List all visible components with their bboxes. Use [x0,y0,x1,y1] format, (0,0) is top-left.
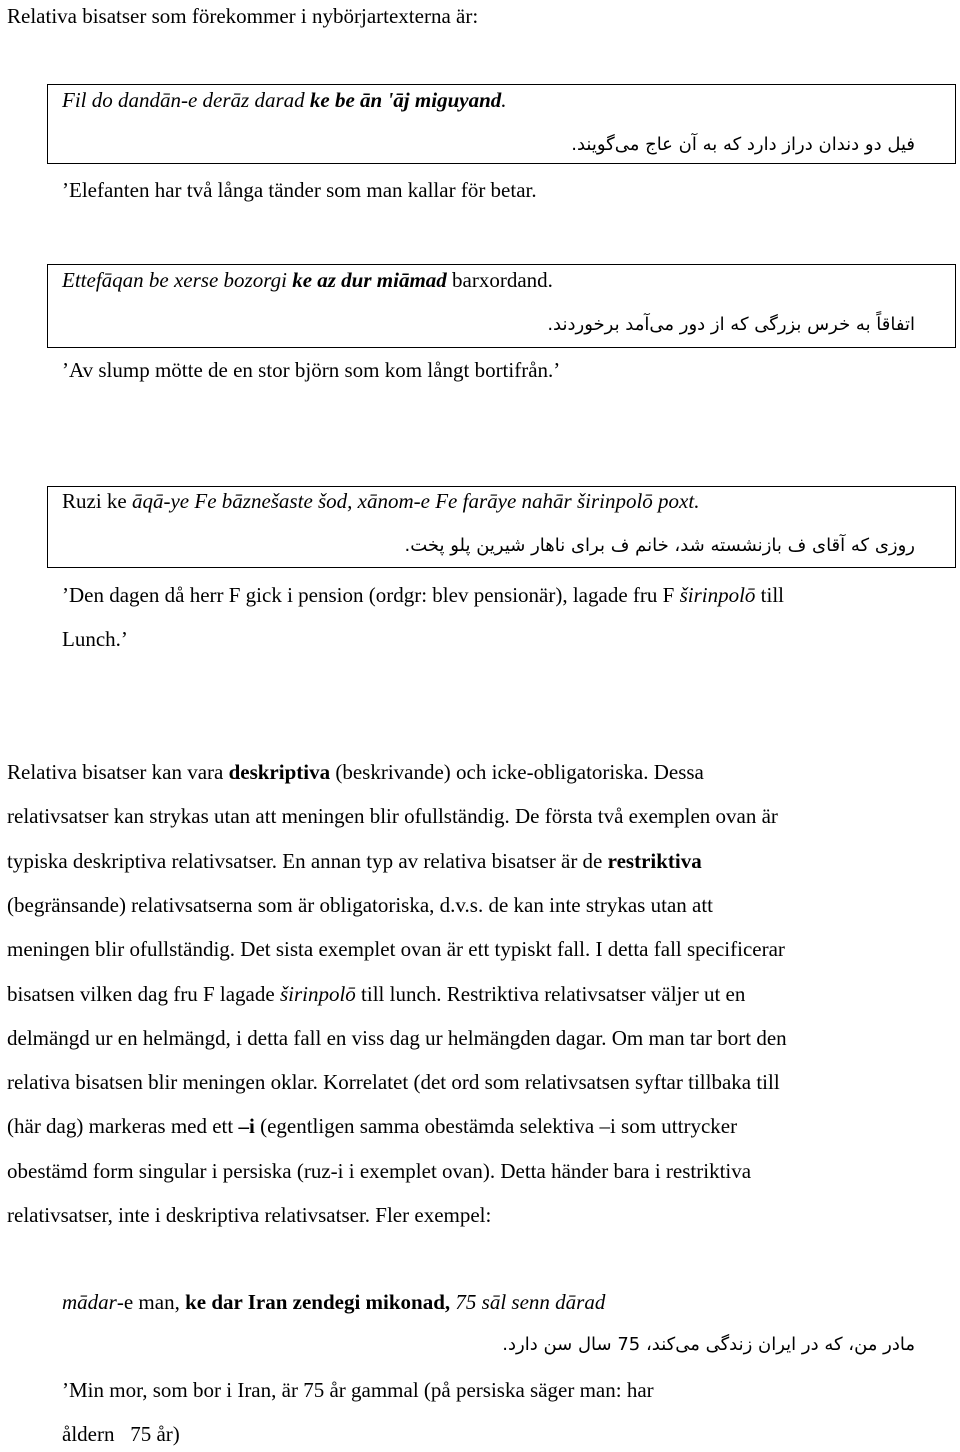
text-run: Fil do dandān-e derāz darad [62,88,310,112]
text-run: 75 sāl senn dārad [450,1290,606,1314]
paragraph-line [7,937,785,962]
example-3-transliteration [62,489,699,514]
final-example-persian: مادر من، که در ایران زندگی می‌کند، 75 سال سن دارد. [502,1334,915,1355]
paragraph-line [7,1114,737,1139]
text-run: Ruzi ke [62,489,132,513]
text-run: . [501,88,507,112]
text-run: āqā-ye Fe bāznešaste šod, xānom-e Fe farāye nahār širinpolō poxt. [131,489,700,513]
text-run: barxordand. [446,268,553,292]
example-2-swedish: ’Av slump mötte de en stor björn som kom långt bortifrån.’ [62,358,561,382]
text-run: relativsatser, inte i deskriptiva relativsatser. Fler exempel: [7,1203,492,1227]
text-run: (här dag) markeras med ett [7,1114,239,1139]
example-3-swedish-line-2: Lunch.’ [62,627,128,651]
text-run: (begränsande) relativsatserna som är obligatoriska, d.v.s. de kan inte strykas utan att [7,892,714,917]
text-run: -e man, [116,1290,186,1314]
example-1-persian: فیل دو دندان دراز دارد که به آن عاج می‌گویند. [571,134,915,155]
text-run: obestämd form singular i persiska (ruz-i i exemplet ovan). Detta händer bara i restriktiva [7,1158,752,1183]
paragraph-line [7,982,745,1007]
example-1-swedish: ’Elefanten har två långa tänder som man kallar för betar. [62,178,537,202]
text-run: mādar [62,1290,117,1314]
final-example-swedish-line-1: ’Min mor, som bor i Iran, är 75 år gammal (på persiska säger man: har [62,1378,654,1402]
text-run: deskriptiva [228,760,331,784]
example-1-transliteration [62,88,507,113]
paragraph-line [7,849,702,874]
text-run: relativsatser kan strykas utan att meningen blir ofullständig. De första två exemplen ovan är [7,804,778,829]
text-run: širinpolō [279,981,356,1006]
explanation-paragraph [7,760,957,1230]
paragraph-line [7,1159,751,1184]
text-run: Ettefāqan be xerse bozorgi [62,268,293,292]
text-run: till [755,583,785,607]
text-run: ke dar Iran zendegi mikonad, [185,1290,451,1314]
final-example-transliteration [62,1290,605,1315]
text-run: delmängd ur en helmängd, i detta fall en viss dag ur helmängden dagar. Om man tar bort den [7,1025,787,1050]
text-run: restriktiva [607,848,702,873]
text-run: širinpolō [679,583,756,607]
text-run: typiska deskriptiva relativsatser. En annan typ av relativa bisatser är de [7,848,608,873]
text-run: bisatsen vilken dag fru F lagade [7,981,280,1006]
paragraph-line [7,804,778,829]
text-run: relativa bisatsen blir meningen oklar. Korrelatet (det ord som relativsatsen syftar tillbaka till [7,1070,780,1095]
text-run: (egentligen samma obestämda selektiva –i som uttrycker [254,1114,738,1139]
paragraph-line [7,893,713,918]
text-run: ke az dur miāmad [292,268,447,292]
text-run: meningen blir ofullständig. Det sista exemplet ovan är ett typiskt fall. I detta fall specificerar [7,937,785,962]
text-run: ke be ān 'āj miguyand [309,88,502,112]
paragraph-line [7,1026,787,1051]
example-2-persian: اتفاقاً به خرس بزرگی که از دور می‌آمد برخوردند. [547,314,915,335]
paragraph-line [7,1070,780,1095]
final-example-swedish-line-2: åldern 75 år) [62,1422,180,1446]
example-3-persian: روزی که آقای ف بازنشسته شد، خانم ف برای ناهار شیرین پلو پخت. [404,535,915,556]
heading: Relativa bisatser som förekommer i nybörjartexterna är: [7,4,479,28]
text-run: till lunch. Restriktiva relativsatser väljer ut en [355,981,746,1006]
example-3-swedish-line-1 [62,583,784,608]
paragraph-line [7,1203,491,1228]
text-run: ’Den dagen då herr F gick i pension (ordgr: blev pensionär), lagade fru F [62,583,680,607]
paragraph-line [7,760,704,785]
text-run: –i [238,1114,255,1139]
text-run: (beskrivande) och icke-obligatoriska. Dessa [330,760,704,784]
example-2-transliteration [62,268,553,293]
text-run: Relativa bisatser kan vara [7,760,229,784]
